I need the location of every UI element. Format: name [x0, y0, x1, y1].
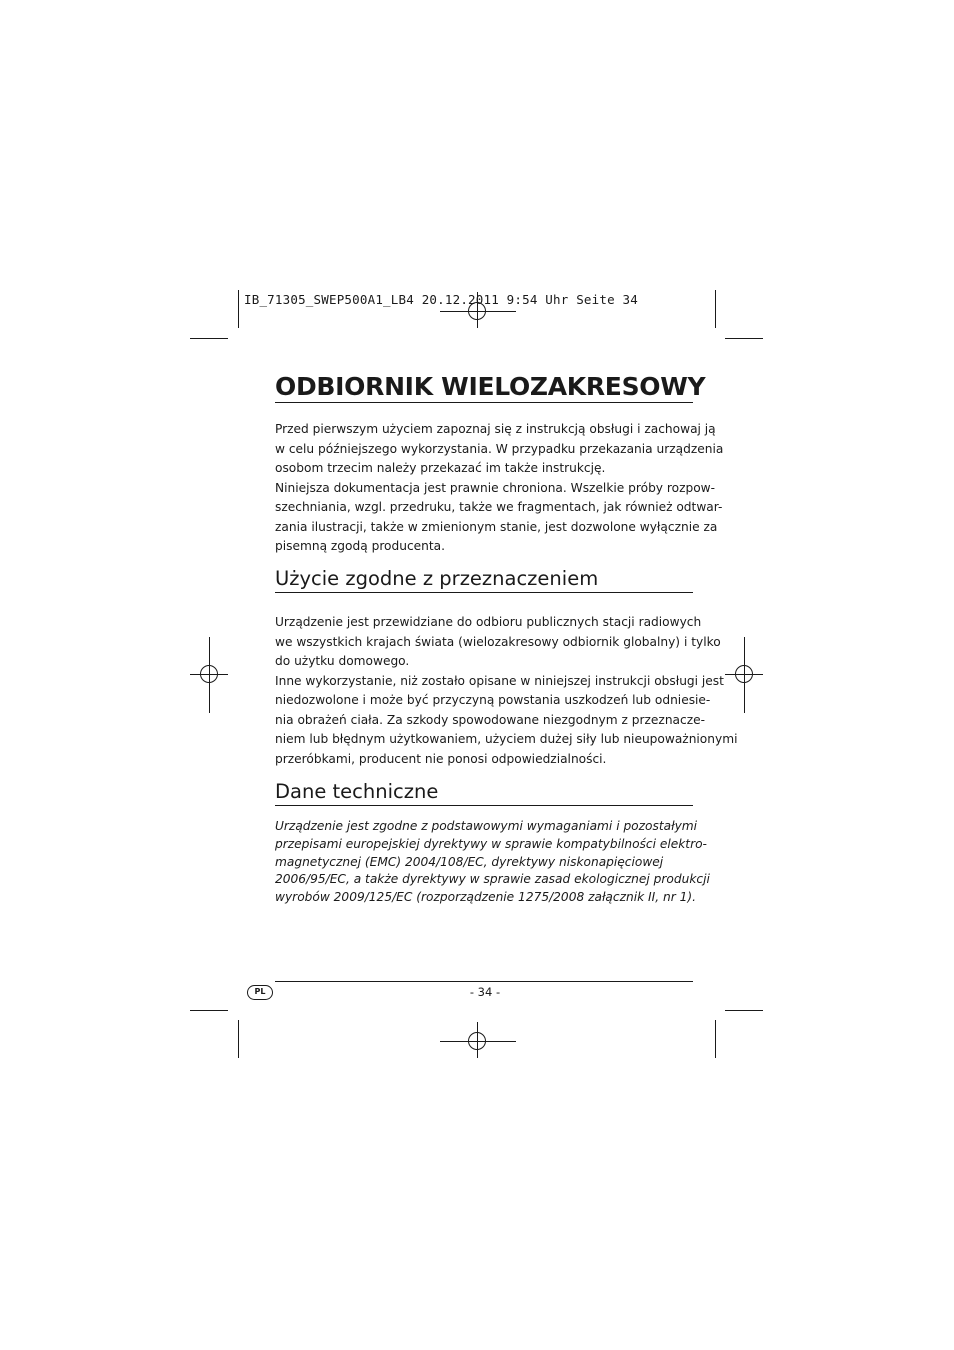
registration-line	[440, 311, 516, 312]
registration-line	[209, 637, 210, 713]
text-line: przepisami europejskiej dyrektywy w sprawie kompatybilności elektro-	[275, 836, 707, 851]
text-line: Niniejsza dokumentacja jest prawnie chroniona. Wszelkie próby rozpow-	[275, 480, 716, 495]
text-line: w celu późniejszego wykorzystania. W przypadku przekazania urządzenia	[275, 441, 724, 456]
crop-mark	[238, 1020, 239, 1058]
section-heading-tech: Dane techniczne	[275, 780, 693, 806]
crop-mark	[715, 290, 716, 328]
usage-paragraph	[275, 613, 738, 769]
text-line: do użytku domowego.	[275, 654, 410, 668]
tech-paragraph	[275, 818, 710, 907]
text-line: 2006/95/EC, a także dyrektywy w sprawie zasad ekologicznej produkcji	[275, 872, 710, 887]
text-line: Inne wykorzystanie, niż zostało opisane w niniejszej instrukcji obsługi jest	[275, 673, 724, 688]
text-line: wyrobów 2009/125/EC (rozporządzenie 1275/2008 załącznik II, nr 1).	[275, 890, 696, 905]
text-line: Urządzenie jest przewidziane do odbioru publicznych stacji radiowych	[275, 615, 702, 629]
print-slug: IB_71305_SWEP500A1_LB4 20.12.2011 9:54 Uhr Seite 34	[244, 292, 639, 307]
text-line: niedozwolone i może być przyczyną powstania uszkodzeń lub odniesie-	[275, 693, 711, 707]
registration-line	[477, 1022, 478, 1058]
text-line: zania ilustracji, także w zmienionym stanie, jest dozwolone wyłącznie za	[275, 519, 718, 534]
crop-mark	[190, 338, 228, 339]
section-heading-usage: Użycie zgodne z przeznaczeniem	[275, 567, 693, 593]
crop-mark	[725, 1010, 763, 1011]
language-badge: PL	[247, 985, 273, 1000]
registration-line	[190, 674, 228, 675]
text-line: Urządzenie jest zgodne z podstawowymi wymaganiami i pozostałymi	[275, 819, 698, 833]
crop-mark	[238, 290, 239, 328]
text-line: nia obrażeń ciała. Za szkody spowodowane niezgodnym z przeznacze-	[275, 712, 706, 727]
crop-mark	[715, 1020, 716, 1058]
text-line: Przed pierwszym użyciem zapoznaj się z instrukcją obsługi i zachowaj ją	[275, 422, 716, 436]
text-line: pisemną zgodą producenta.	[275, 539, 446, 553]
page-title: ODBIORNIK WIELOZAKRESOWY	[275, 372, 706, 401]
text-line: szechniania, wzgl. przedruku, także we fragmentach, jak również odtwar-	[275, 500, 723, 514]
text-line: osobom trzecim należy przekazać im także instrukcję.	[275, 461, 606, 475]
text-line: we wszystkich krajach świata (wielozakresowy odbiornik globalny) i tylko	[275, 634, 721, 649]
page-number: - 34 -	[469, 985, 501, 999]
registration-line	[725, 674, 763, 675]
registration-line	[744, 637, 745, 713]
crop-mark	[190, 1010, 228, 1011]
crop-mark	[725, 338, 763, 339]
text-line: przeróbkami, producent nie ponosi odpowiedzialności.	[275, 751, 607, 766]
footer-rule	[275, 981, 693, 982]
intro-paragraph	[275, 420, 724, 557]
text-line: niem lub błędnym użytkowaniem, użyciem dużej siły lub nieupoważnionymi	[275, 732, 738, 746]
registration-line	[440, 1041, 516, 1042]
text-line: magnetycznej (EMC) 2004/108/EC, dyrektywy niskonapięciowej	[275, 854, 664, 869]
